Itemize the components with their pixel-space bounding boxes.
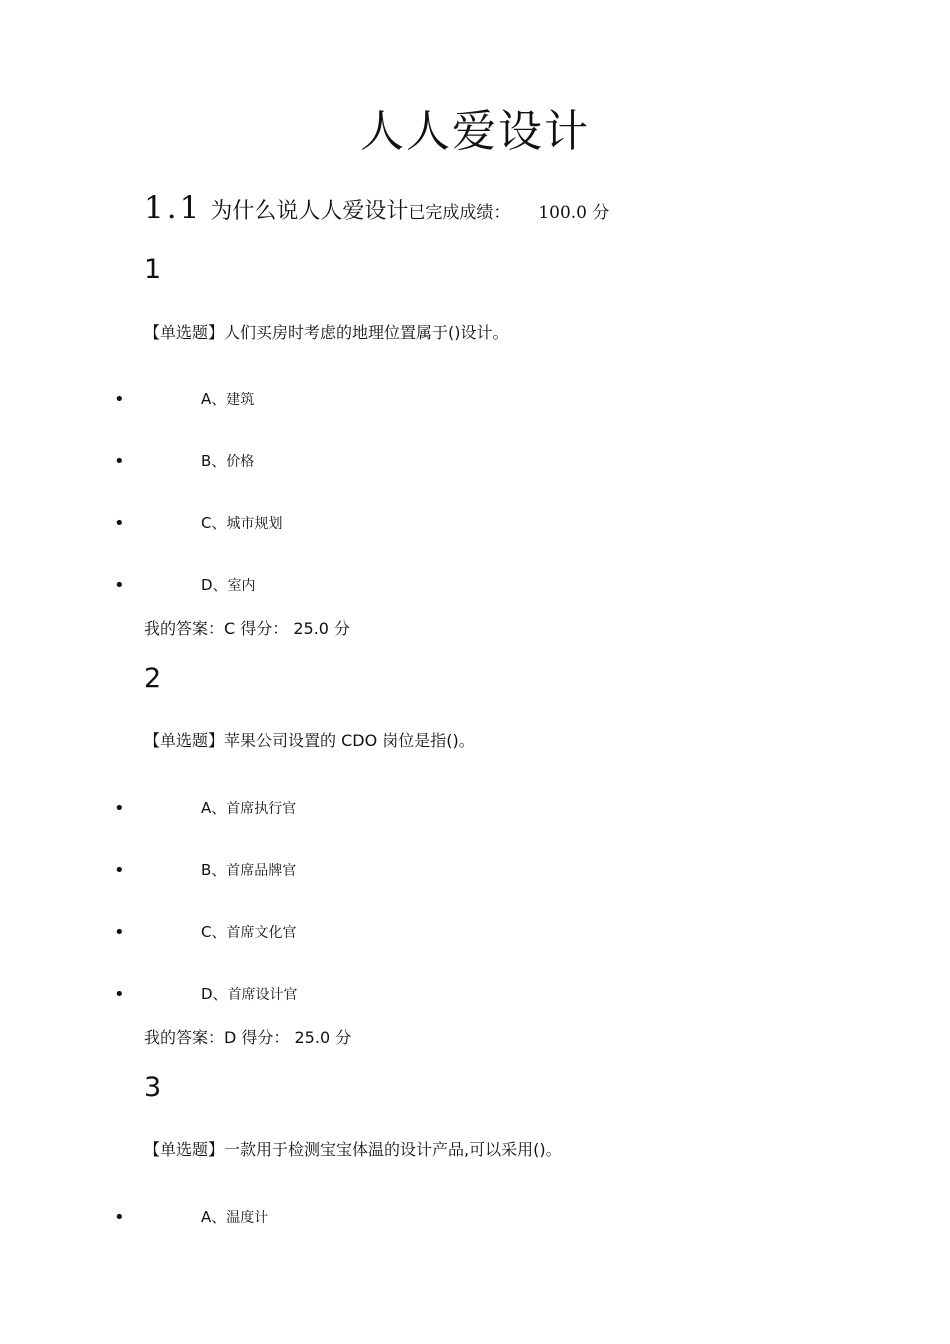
answer-option[interactable] bbox=[201, 512, 282, 535]
answer-option[interactable] bbox=[201, 983, 298, 1006]
option-letter: B、 bbox=[201, 452, 227, 470]
section-number: 1.1 bbox=[144, 190, 203, 226]
option-text: 首席设计官 bbox=[227, 987, 298, 1003]
bullet-icon: • bbox=[114, 389, 125, 410]
bullet-icon: • bbox=[114, 451, 125, 472]
my-answer: 我的答案：C 得分： 25.0 分 bbox=[144, 619, 351, 638]
answer-option[interactable] bbox=[201, 921, 296, 944]
answer-option[interactable] bbox=[201, 797, 296, 820]
option-text: 建筑 bbox=[226, 392, 255, 408]
question-stem: 【单选题】人们买房时考虑的地理位置属于()设计。 bbox=[144, 323, 509, 342]
bullet-icon: • bbox=[114, 1207, 125, 1228]
option-letter: C、 bbox=[201, 923, 227, 941]
bullet-icon: • bbox=[114, 922, 125, 943]
question-stem: 【单选题】苹果公司设置的 CDO 岗位是指()。 bbox=[144, 731, 475, 750]
answer-option[interactable] bbox=[201, 574, 256, 597]
option-letter: D、 bbox=[201, 985, 228, 1003]
section-heading bbox=[144, 190, 609, 226]
my-answer: 我的答案：D 得分： 25.0 分 bbox=[144, 1028, 352, 1047]
option-text: 首席执行官 bbox=[226, 801, 297, 817]
option-text: 首席品牌官 bbox=[226, 863, 297, 879]
option-letter: B、 bbox=[201, 861, 227, 879]
option-text: 价格 bbox=[226, 454, 255, 470]
answer-option[interactable] bbox=[201, 1206, 268, 1229]
bullet-icon: • bbox=[114, 575, 125, 596]
question-number: 2 bbox=[144, 663, 162, 694]
question-number: 3 bbox=[144, 1072, 162, 1103]
answer-option[interactable] bbox=[201, 388, 254, 411]
answer-option[interactable] bbox=[201, 450, 254, 473]
option-letter: A、 bbox=[201, 799, 227, 817]
option-text: 室内 bbox=[227, 578, 256, 594]
page-title: 人人爱设计 bbox=[360, 106, 590, 157]
option-letter: D、 bbox=[201, 576, 228, 594]
bullet-icon: • bbox=[114, 984, 125, 1005]
bullet-icon: • bbox=[114, 513, 125, 534]
option-letter: A、 bbox=[201, 390, 227, 408]
question-stem: 【单选题】一款用于检测宝宝体温的设计产品,可以采用()。 bbox=[144, 1140, 562, 1159]
question-number: 1 bbox=[144, 254, 162, 285]
section-status: 已完成成绩： bbox=[408, 203, 511, 223]
bullet-icon: • bbox=[114, 798, 125, 819]
option-text: 首席文化官 bbox=[226, 925, 297, 941]
option-text: 温度计 bbox=[226, 1210, 269, 1226]
section-score: 100.0 分 bbox=[538, 203, 610, 223]
answer-option[interactable] bbox=[201, 859, 296, 882]
option-letter: A、 bbox=[201, 1208, 227, 1226]
bullet-icon: • bbox=[114, 860, 125, 881]
option-text: 城市规划 bbox=[226, 516, 283, 532]
option-letter: C、 bbox=[201, 514, 227, 532]
section-title: 为什么说人人爱设计 bbox=[210, 199, 409, 224]
